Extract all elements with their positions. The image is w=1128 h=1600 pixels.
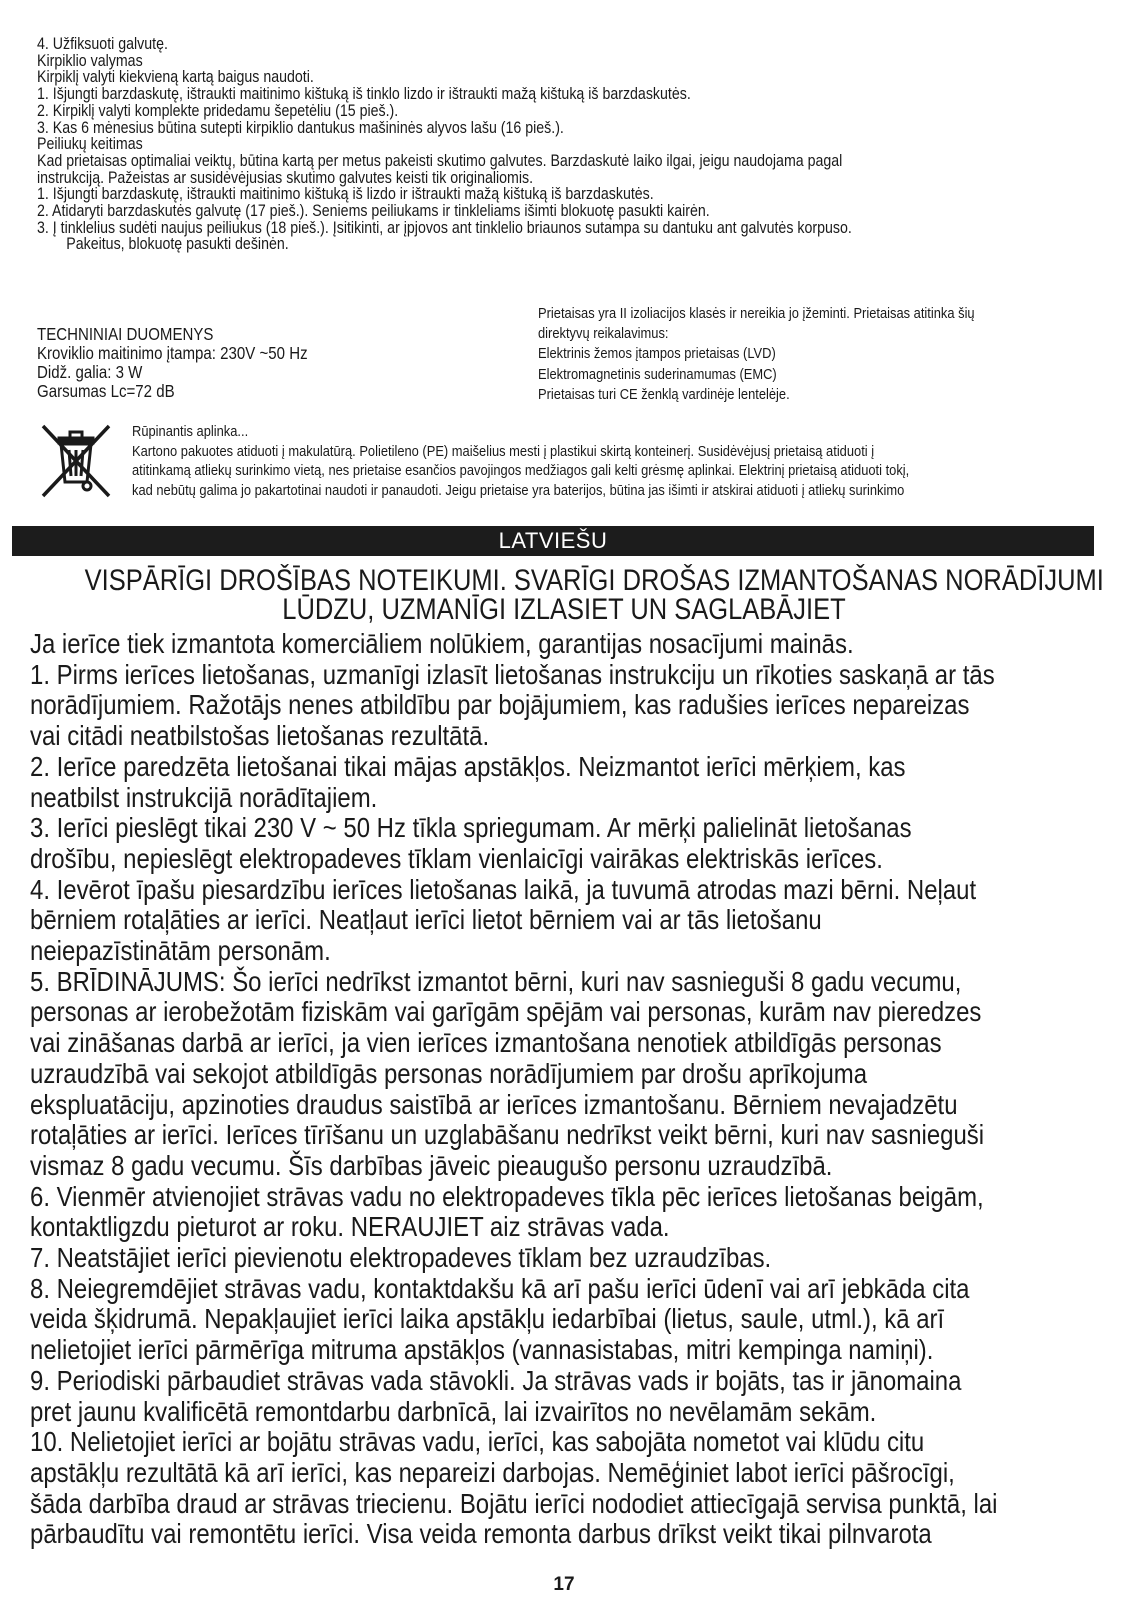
body-line: 2. Ierīce paredzēta lietošanai tikai mājas apstākļos. Neizmantot ierīci mērķiem, kas xyxy=(30,750,906,782)
latvian-safety-text xyxy=(30,629,1107,1550)
body-line: pret jaunu kvalificētā remontdarbu darbnīcā, lai izvairītos no nevēlamām sekām. xyxy=(30,1395,877,1427)
body-line: drošību, nepieslēgt elektropadeves tīklam vienlaicīgi vairākas elektriskās ierīces. xyxy=(30,842,883,874)
body-line: 4. Ievērot īpašu piesardzību ierīces lietošanas laikā, ja tuvumā atrodas mazi bērni. Neļaut xyxy=(30,873,977,905)
language-header-bar xyxy=(12,526,1094,556)
safety-subtitle-line: LŪDZU, UZMANĪGI IZLASIET UN SAGLABĀJIET xyxy=(282,593,846,626)
body-line: šāda darbība draud ar strāvas triecienu. Bojātu ierīci nododiet attiecīgajā servisa punktā, lai xyxy=(30,1487,998,1519)
lithuanian-instructions xyxy=(37,36,1052,253)
body-line: 10. Nelietojiet ierīci ar bojātu strāvas vadu, ierīci, kas sabojāta nometot vai klūdu citu xyxy=(30,1426,925,1458)
body-line: 3. Ierīci pieslēgt tikai 230 V ~ 50 Hz tīkla spriegumam. Ar mērķi palielināt lietošanas xyxy=(30,812,912,844)
compliance-line: direktyvų reikalavimus: xyxy=(538,325,669,343)
body-line: bērniem rotaļāties ar ierīci. Neatļaut ierīci lietot bērniem vai ar tās lietošanu xyxy=(30,904,822,936)
body-line: norādījumiem. Ražotājs nenes atbildību par bojājumiem, kas radušies ierīces nepareizas xyxy=(30,689,970,721)
body-line: apstākļu rezultātā kā arī ierīci, kas nepareizi darbojas. Nemēģiniet labot ierīci pāšrocīgi, xyxy=(30,1456,955,1488)
text-line: 3. Į tinklelius sudėti naujus peiliukus (18 pieš.). Įsitikinti, ar įpjovos ant tinklelio briaunos sutampa su dantuku ant galvutės korpuso. xyxy=(37,218,852,237)
body-line: 6. Vienmēr atvienojiet strāvas vadu no elektropadeves tīkla pēc ierīces lietošanas beigām, xyxy=(30,1180,984,1212)
body-line: pārbaudītu vai remontētu ierīci. Visa veida remonta darbus drīkst veikt tikai pilnvarota xyxy=(30,1518,932,1550)
text-line: 3. Kas 6 mėnesius būtina sutepti kirpiklio dantukus mašininės alyvos lašu (16 pieš.). xyxy=(37,118,564,137)
compliance-line: Prietaisas yra II izoliacijos klasės ir nereikia jo įžeminti. Prietaisas atitinka šių xyxy=(538,305,975,322)
compliance-info xyxy=(538,304,1097,405)
body-line: 5. BRĪDINĀJUMS: Šo ierīci nedrīkst izmantot bērni, kuri nav sasnieguši 8 gadu vecumu, xyxy=(30,965,962,997)
body-line: uzraudzībā vai sekojot atbildīgās personas norādījumiem par drošu aprīkojuma xyxy=(30,1057,868,1089)
body-line: personas ar ierobežotām fiziskām vai garīgām spējām vai personas, kurām nav pieredzes xyxy=(30,996,982,1028)
technical-voltage: Kroviklio maitinimo įtampa: 230V ~50 Hz xyxy=(37,343,308,363)
compliance-line: Prietaisas turi CE ženklą vardinėje lentelėje. xyxy=(538,385,790,403)
environment-heading: Rūpinantis aplinka... xyxy=(132,423,249,440)
text-line: Kad prietaisas optimaliai veiktų, būtina kartą per metus pakeisti skutimo galvutes. Barzdaskutė laiko ilgai, jeigu naudojama pagal xyxy=(37,151,843,170)
technical-title: TECHNINIAI DUOMENYS xyxy=(37,324,214,344)
body-line: 7. Neatstājiet ierīci pievienotu elektropadeves tīklam bez uzraudzības. xyxy=(30,1242,772,1274)
body-line: kontaktligzdu pieturot ar roku. NERAUJIET aiz strāvas vada. xyxy=(30,1211,670,1243)
text-line: 1. Išjungti barzdaskutę, ištraukti maitinimo kištuką iš tinklo lizdo ir ištraukti mažą kištuką iš barzdaskutės. xyxy=(37,85,691,104)
body-line: Ja ierīce tiek izmantota komerciāliem nolūkiem, garantijas nosacījumi mainās. xyxy=(30,628,854,659)
body-line: vai citādi neatbilstošas lietošanas rezultātā. xyxy=(30,720,490,752)
technical-power: Didž. galia: 3 W xyxy=(37,362,143,382)
text-line: Kirpiklį valyti kiekvieną kartą baigus naudoti. xyxy=(37,68,314,87)
safety-title-line: VISPĀRĪGI DROŠĪBAS NOTEIKUMI. SVARĪGI DROŠAS IZMANTOŠANAS NORĀDĪJUMI xyxy=(84,564,1104,597)
safety-title xyxy=(0,566,1128,624)
body-line: nelietojiet ierīci pārmērīga mitruma apstākļos (vannasistabas, mitri kempinga namiņi). xyxy=(30,1334,934,1366)
compliance-line: Elektromagnetinis suderinamumas (EMC) xyxy=(538,365,777,383)
text-line: 2. Atidaryti barzdaskutės galvutę (17 pieš.). Seniems peiliukams ir tinkleliams išimti blokuotę pasukti kairėn. xyxy=(37,202,710,221)
body-line: vai zināšanas darbā ar ierīci, ja vien ierīces izmantošana nenotiek atbildīgās personas xyxy=(30,1027,942,1059)
environment-line: atitinkamą atliekų surinkimo vietą, nes prietaise esančios pavojingos medžiagos gali kelti grėsmę aplinkai. Elektrinį prietaisą atiduoti tokį, xyxy=(132,462,910,480)
body-line: 9. Periodiski pārbaudiet strāvas vada stāvokli. Ja strāvas vads ir bojāts, tas ir jānomaina xyxy=(30,1364,962,1396)
page-number: 17 xyxy=(553,1574,575,1595)
weee-crossed-bin-icon xyxy=(37,422,115,502)
text-line: 2. Kirpiklį valyti komplekte pridedamu šepetėliu (15 pieš.). xyxy=(37,101,399,120)
text-line: 1. Išjungti barzdaskutę, ištraukti maitinimo kištuką iš lizdo ir ištraukti mažą kištuką iš barzdaskutės. xyxy=(37,185,654,204)
body-line: 1. Pirms ierīces lietošanas, uzmanīgi izlasīt lietošanas instrukciju un rīkoties saskaņā ar tās xyxy=(30,658,995,690)
environment-line: Kartono pakuotes atiduoti į makulatūrą. Polietileno (PE) maišelius mesti į plastikui skirtą konteinerį. Susidėvėjusį prietaisą atiduoti į xyxy=(132,442,875,460)
compliance-line: Elektrinis žemos įtampos prietaisas (LVD) xyxy=(538,345,776,363)
environment-text xyxy=(132,422,1128,500)
text-line-indented: Pakeitus, blokuotę pasukti dešinėn. xyxy=(66,235,289,254)
body-line: ekspluatāciju, apzinoties draudus saistībā ar ierīces izmantošanu. Bērniem nevajadzētu xyxy=(30,1088,958,1120)
environment-section xyxy=(37,422,1117,522)
body-line: neiepazīstinātām personām. xyxy=(30,935,331,967)
body-line: 8. Neiegremdējiet strāvas vadu, kontaktdakšu kā arī pašu ierīci ūdenī vai arī jebkāda cita xyxy=(30,1272,970,1304)
technical-noise: Garsumas Lc=72 dB xyxy=(37,381,175,401)
text-line: instrukciją. Pažeistas ar susidėvėjusias skutimo galvutes keisti tik originaliomis. xyxy=(37,168,534,187)
body-line: rotaļāties ar ierīci. Ierīces tīrīšanu un uzglabāšanu nedrīkst veikt bērni, kuri nav sasnieguši xyxy=(30,1119,985,1151)
body-line: neatbilst instrukcijā norādītajiem. xyxy=(30,781,378,813)
language-header: LATVIEŠU xyxy=(498,528,608,553)
section-heading-blades: Peiliukų keitimas xyxy=(37,135,143,154)
section-heading-cleaning: Kirpiklio valymas xyxy=(37,51,143,70)
body-line: vismaz 8 gadu vecumu. Šīs darbības jāveic pieaugušo personu uzraudzībā. xyxy=(30,1149,833,1181)
environment-line: kad nebūtų galima jo pakartotinai naudoti ir panaudoti. Jeigu prietaise yra baterijos, būtina jas išimti ir atskirai atiduoti į atliekų surinkimo xyxy=(132,481,905,499)
technical-data xyxy=(37,325,450,401)
body-line: veida šķidrumā. Nepakļaujiet ierīci laika apstākļu iedarbībai (lietus, saule, utml.), kā arī xyxy=(30,1303,945,1335)
text-line: 4. Užfiksuoti galvutę. xyxy=(37,35,168,53)
